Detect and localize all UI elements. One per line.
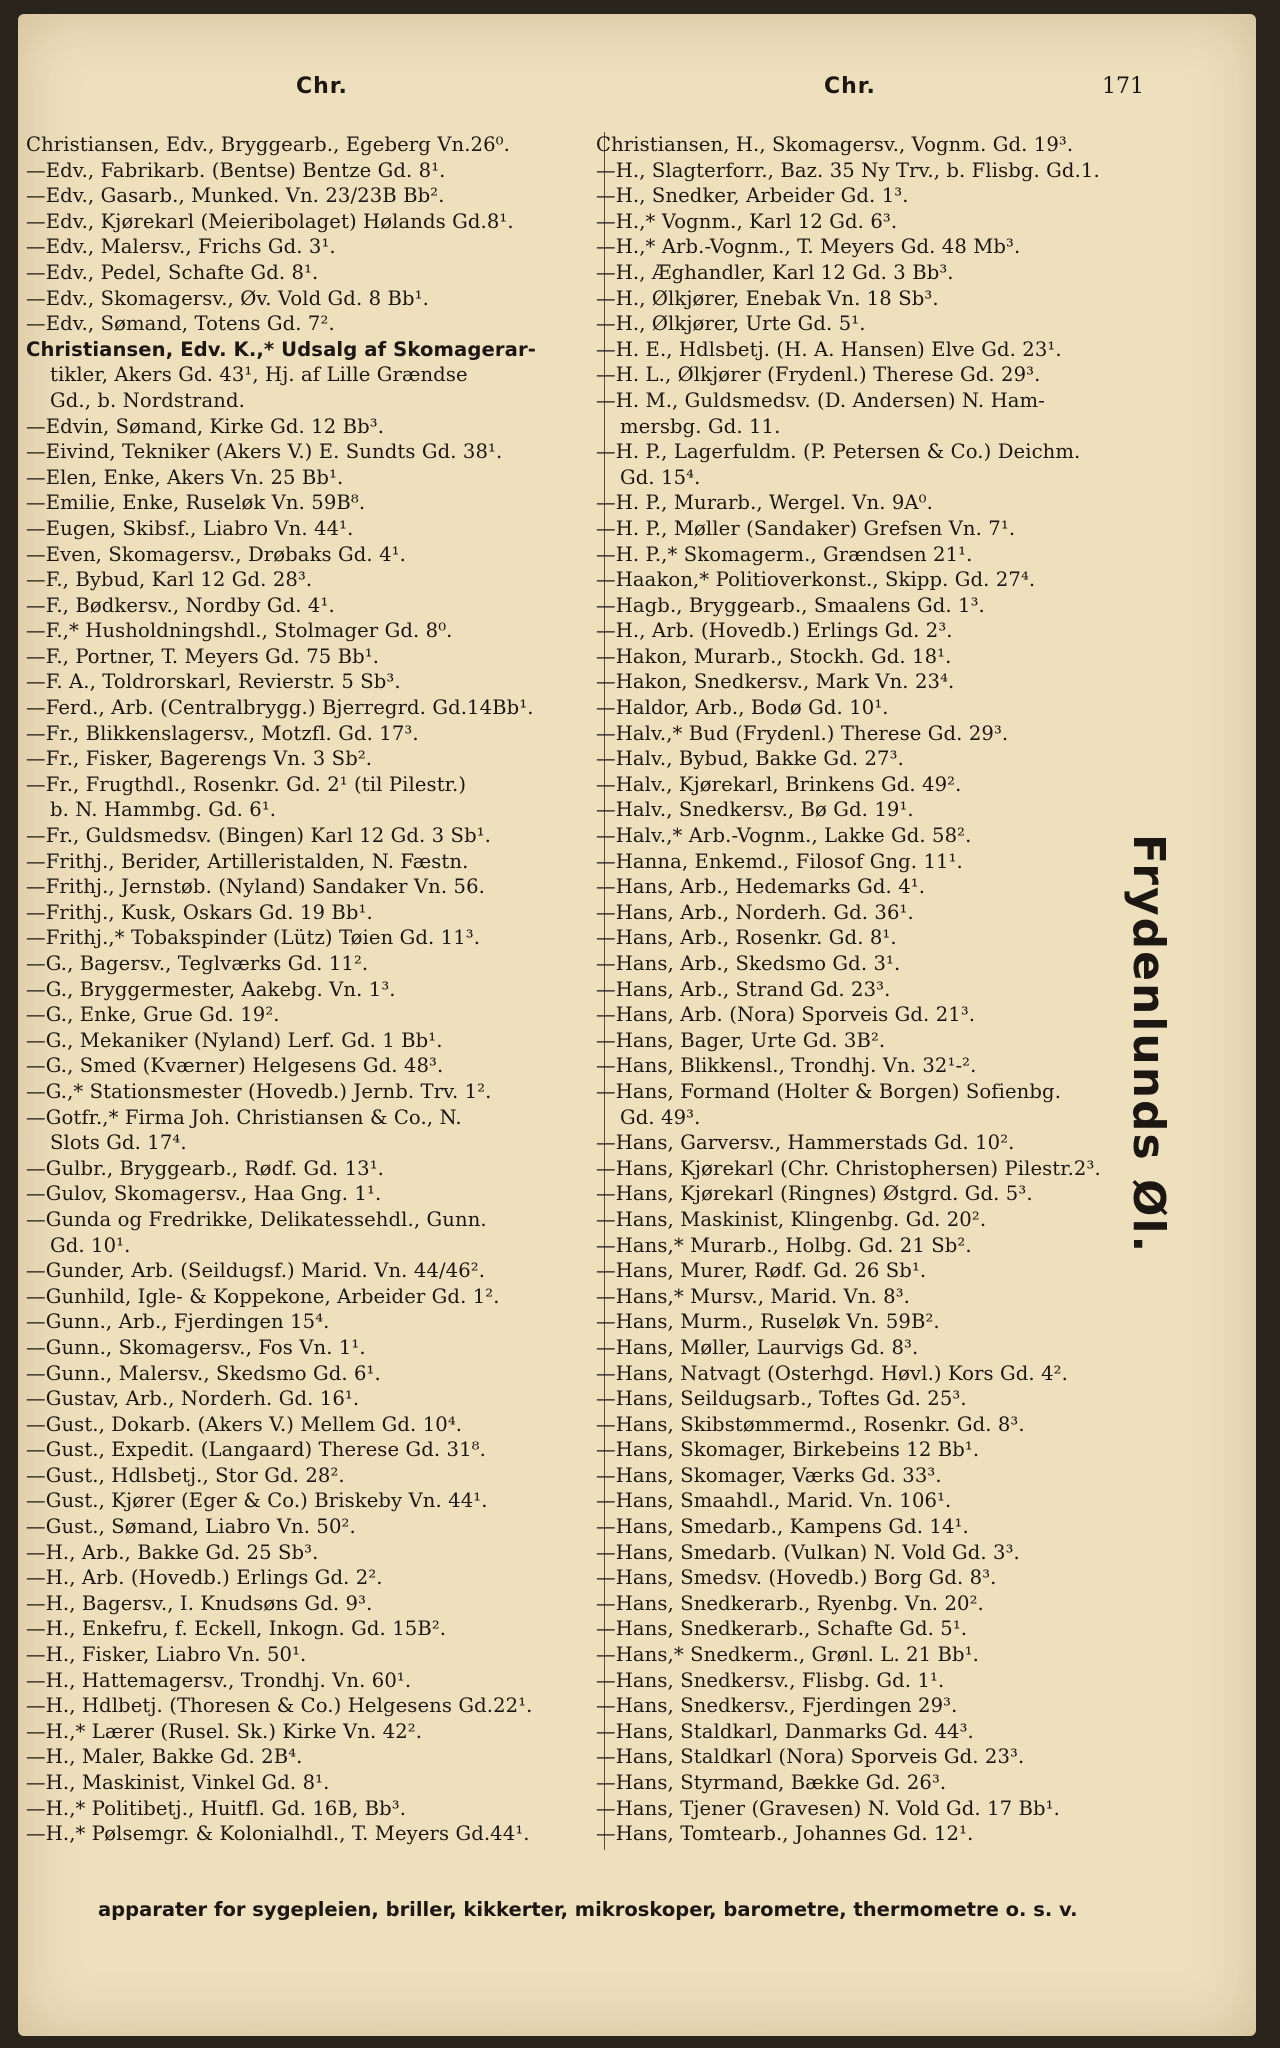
entry-line: —Gunn., Malersv., Skedsmo Gd. 6¹.: [26, 1361, 381, 1385]
directory-entry: [26, 209, 602, 235]
entry-line: —H. P., Møller (Sandaker) Grefsen Vn. 7¹.: [596, 516, 1016, 540]
entry-line: —Edv., Pedel, Schafte Gd. 8¹.: [26, 260, 319, 284]
directory-entry: [590, 644, 1180, 670]
directory-entry: [26, 1591, 602, 1617]
directory-entry: [26, 1437, 602, 1463]
entry-line: —Hans, Formand (Holter & Borgen) Sofienbg.: [596, 1079, 1062, 1103]
side-advert: Frydenlunds Øl.: [1123, 834, 1174, 1255]
entry-line: —Gunda og Fredrikke, Delikatessehdl., Gunn.: [26, 1207, 487, 1231]
entry-line: —Edv., Gasarb., Munked. Vn. 23/23B Bb².: [26, 184, 445, 208]
entry-line: —Hans, Snedkersv., Flisbg. Gd. 1¹.: [596, 1668, 945, 1692]
entry-continuation-line: Slots Gd. 17⁴.: [50, 1131, 187, 1155]
entry-line: —Gulov, Skomagersv., Haa Gng. 1¹.: [26, 1182, 382, 1206]
entry-line: —H., Hdlbetj. (Thoresen & Co.) Helgesens Gd.22¹.: [26, 1694, 533, 1718]
entry-line: —F., Bødkersv., Nordby Gd. 4¹.: [26, 593, 335, 617]
directory-entry: [26, 337, 602, 414]
directory-entry: [590, 1488, 1180, 1514]
directory-entry: [26, 311, 602, 337]
entry-line: —Gulbr., Bryggearb., Rødf. Gd. 13¹.: [26, 1156, 384, 1180]
directory-entry: [590, 311, 1180, 337]
entry-line: —G., Enke, Grue Gd. 19².: [26, 1003, 280, 1027]
entry-line: —Hans, Natvagt (Osterhgd. Høvl.) Kors Gd. 4².: [596, 1361, 1068, 1385]
directory-entry: [26, 158, 602, 184]
entry-line: —Hans, Arb., Rosenkr. Gd. 8¹.: [596, 926, 897, 950]
entry-line: —Gust., Hdlsbetj., Stor Gd. 28².: [26, 1463, 345, 1487]
directory-entry: [26, 1693, 602, 1719]
entry-line: —Hans, Murm., Ruseløk Vn. 59B².: [596, 1310, 940, 1334]
directory-entry: [590, 1130, 1180, 1156]
directory-entry: [26, 1156, 602, 1182]
directory-entry: [26, 1668, 602, 1694]
directory-entry: [590, 260, 1180, 286]
entry-line: —Fr., Frugthdl., Rosenkr. Gd. 2¹ (til Pilestr.): [26, 772, 467, 796]
directory-page: [18, 14, 1256, 2036]
directory-entry: [590, 1412, 1180, 1438]
directory-entry: [26, 1207, 602, 1258]
directory-entry: [590, 1233, 1180, 1259]
entry-line: —Gust., Expedit. (Langaard) Therese Gd. 31⁸.: [26, 1438, 486, 1462]
left-column: [26, 132, 602, 1847]
footer-advert: apparater for sygepleien, briller, kikkerter, mikroskoper, barometre, thermometre o. s. v.: [98, 1898, 1078, 1921]
directory-entry: [26, 1105, 602, 1156]
directory-entry: [590, 183, 1180, 209]
directory-entry: [26, 823, 602, 849]
entry-continuation-line: Gd. 15⁴.: [620, 465, 701, 489]
header-right: Chr.: [824, 74, 876, 99]
entry-line: —Fr., Guldsmedsv. (Bingen) Karl 12 Gd. 3 Sb¹.: [26, 824, 491, 848]
entry-line: —H.,* Vognm., Karl 12 Gd. 6³.: [596, 209, 898, 233]
directory-entry: [590, 900, 1180, 926]
entry-line: —H., Maskinist, Vinkel Gd. 8¹.: [26, 1771, 330, 1794]
entry-line: —H., Snedker, Arbeider Gd. 1³.: [596, 184, 909, 208]
entry-line: —Hans, Snedkerarb., Ryenbg. Vn. 20².: [596, 1591, 984, 1615]
directory-entry: [26, 977, 602, 1003]
directory-entry: [26, 465, 602, 491]
entry-line: —Hanna, Enkemd., Filosof Gng. 11¹.: [596, 849, 963, 873]
directory-entry: [26, 490, 602, 516]
entry-line: —H., Æghandler, Karl 12 Gd. 3 Bb³.: [596, 260, 954, 284]
directory-entry: [590, 209, 1180, 235]
entry-line: —Halv.,* Arb.-Vognm., Lakke Gd. 58².: [596, 824, 972, 848]
entry-line: —Hans, Tomtearb., Johannes Gd. 12¹.: [596, 1822, 974, 1846]
entry-line: —Hans, Kjørekarl (Ringnes) Østgrd. Gd. 5³.: [596, 1182, 1033, 1206]
entry-line: —Gust., Dokarb. (Akers V.) Mellem Gd. 10⁴.: [26, 1412, 463, 1436]
entry-continuation-line: Gd. 10¹.: [50, 1233, 131, 1257]
directory-entry: [26, 874, 602, 900]
entry-line: —Gunn., Skomagersv., Fos Vn. 1¹.: [26, 1335, 366, 1359]
directory-entry: [26, 1565, 602, 1591]
directory-entry: [590, 1616, 1180, 1642]
directory-entry: [26, 132, 602, 158]
entry-line: —Halv., Snedkersv., Bø Gd. 19¹.: [596, 798, 914, 822]
directory-entry: [26, 1770, 602, 1796]
directory-entry: [590, 772, 1180, 798]
entry-line: —Hans, Arb., Skedsmo Gd. 3¹.: [596, 952, 901, 975]
entry-line: —Hans, Skomager, Birkebeins 12 Bb¹.: [596, 1438, 980, 1462]
entry-line: —Hans, Snedkerarb., Schafte Gd. 5¹.: [596, 1617, 968, 1641]
directory-entry: [590, 618, 1180, 644]
directory-entry: [590, 1591, 1180, 1617]
directory-entry: [26, 1361, 602, 1387]
directory-entry: [26, 516, 602, 542]
entry-continuation-line: b. N. Hammbg. Gd. 6¹.: [50, 798, 277, 822]
entry-line: —Hans, Smedsv. (Hovedb.) Borg Gd. 8³.: [596, 1566, 997, 1590]
entry-line: —Hans, Staldkarl (Nora) Sporveis Gd. 23³.: [596, 1745, 1025, 1769]
directory-entry: [590, 1309, 1180, 1335]
directory-entry: [26, 1284, 602, 1310]
entry-line: —Hagb., Bryggearb., Smaalens Gd. 1³.: [596, 593, 985, 617]
directory-entry: [26, 1821, 602, 1847]
entry-line: —H.,* Arb.-Vognm., T. Meyers Gd. 48 Mb³.: [596, 235, 1021, 259]
entry-line: —Hans, Garversv., Hammerstads Gd. 10².: [596, 1131, 1015, 1155]
entry-line: —Eugen, Skibsf., Liabro Vn. 44¹.: [26, 516, 354, 540]
entry-line: —Halv.,* Bud (Frydenl.) Therese Gd. 29³.: [596, 721, 1009, 745]
directory-entry: [590, 1770, 1180, 1796]
entry-line: —Hans,* Mursv., Marid. Vn. 8³.: [596, 1284, 910, 1308]
entry-line: —Frithj., Jernstøb. (Nyland) Sandaker Vn. 56.: [26, 875, 485, 899]
entry-line: —Hans, Arb., Norderh. Gd. 36¹.: [596, 900, 914, 924]
directory-entry: [26, 1412, 602, 1438]
header-left: Chr.: [296, 74, 348, 99]
directory-entry: [26, 1463, 602, 1489]
entry-line: —Frithj.,* Tobakspinder (Lütz) Tøien Gd. 11³.: [26, 926, 481, 950]
directory-entry: [590, 823, 1180, 849]
directory-entry: [26, 772, 602, 823]
directory-entry: [26, 286, 602, 312]
entry-line: —H., Ølkjører, Enebak Vn. 18 Sb³.: [596, 286, 939, 310]
directory-entry: [590, 874, 1180, 900]
entry-line: —Hans, Smedarb. (Vulkan) N. Vold Gd. 3³.: [596, 1540, 1020, 1564]
directory-entry: [26, 439, 602, 465]
page-number: 171: [1102, 74, 1144, 99]
directory-entry: [590, 1053, 1180, 1079]
entry-line: —H., Arb., Bakke Gd. 25 Sb³.: [26, 1540, 319, 1564]
directory-entry: [590, 977, 1180, 1003]
directory-entry: [26, 542, 602, 568]
directory-entry: [590, 1437, 1180, 1463]
directory-entry: [26, 644, 602, 670]
directory-entry: [590, 1668, 1180, 1694]
directory-entry: [590, 490, 1180, 516]
entry-line: —Hakon, Snedkersv., Mark Vn. 23⁴.: [596, 670, 955, 694]
directory-entry: [26, 721, 602, 747]
directory-entry: [590, 925, 1180, 951]
entry-line: —H., Arb. (Hovedb.) Erlings Gd. 2³.: [596, 619, 953, 643]
entry-line: —H., Slagterforr., Baz. 35 Ny Trv., b. Flisbg. Gd.1.: [596, 158, 1100, 182]
entry-line: —Hans,* Murarb., Holbg. Gd. 21 Sb².: [596, 1233, 972, 1257]
directory-entry: [590, 746, 1180, 772]
entry-line: Christiansen, Edv. K.,* Udsalg af Skomagerar-: [26, 337, 536, 361]
directory-entry: [590, 337, 1180, 363]
directory-entry: [26, 593, 602, 619]
directory-entry: [590, 1744, 1180, 1770]
entry-line: —H.,* Pølsemgr. & Kolonialhdl., T. Meyers Gd.44¹.: [26, 1822, 530, 1846]
entry-line: —Even, Skomagersv., Drøbaks Gd. 4¹.: [26, 542, 406, 566]
entry-line: —H. P.,* Skomagerm., Grændsen 21¹.: [596, 542, 973, 566]
entry-line: —Gunn., Arb., Fjerdingen 15⁴.: [26, 1310, 330, 1334]
directory-entry: [590, 1796, 1180, 1822]
directory-entry: [26, 695, 602, 721]
entry-line: —Haldor, Arb., Bodø Gd. 10¹.: [596, 696, 889, 720]
entry-continuation-line: Gd. 49³.: [620, 1105, 701, 1129]
entry-line: —Fr., Fisker, Bagerengs Vn. 3 Sb².: [26, 747, 373, 771]
entry-line: —F., Bybud, Karl 12 Gd. 28³.: [26, 568, 313, 592]
directory-entry: [590, 1079, 1180, 1130]
entry-line: —F., Portner, T. Meyers Gd. 75 Bb¹.: [26, 644, 380, 668]
directory-entry: [26, 1053, 602, 1079]
directory-entry: [590, 695, 1180, 721]
entry-line: —G., Bryggermester, Aakebg. Vn. 1³.: [26, 977, 396, 1001]
entry-line: —Fr., Blikkenslagersv., Motzfl. Gd. 17³.: [26, 721, 419, 745]
directory-entry: [26, 1488, 602, 1514]
directory-entry: [26, 669, 602, 695]
entry-continuation-line: mersbg. Gd. 11.: [620, 414, 781, 438]
directory-entry: [590, 439, 1180, 490]
directory-entry: [590, 132, 1180, 158]
directory-entry: [26, 746, 602, 772]
directory-entry: [590, 1514, 1180, 1540]
entry-line: —Hans, Seildugsarb., Toftes Gd. 25³.: [596, 1387, 967, 1411]
entry-line: —G., Bagersv., Teglværks Gd. 11².: [26, 952, 369, 975]
directory-entry: [590, 286, 1180, 312]
directory-entry: [590, 1284, 1180, 1310]
directory-entry: [26, 1386, 602, 1412]
directory-entry: [26, 234, 602, 260]
entry-line: —H.,* Politibetj., Huitfl. Gd. 16B, Bb³.: [26, 1796, 407, 1820]
entry-line: —Hans, Smaahdl., Marid. Vn. 106¹.: [596, 1489, 952, 1513]
entry-line: —Gunhild, Igle- & Koppekone, Arbeider Gd. 1².: [26, 1284, 500, 1308]
directory-entry: [26, 1309, 602, 1335]
entry-line: —Hans, Arb., Strand Gd. 23³.: [596, 977, 891, 1001]
entry-line: —Elen, Enke, Akers Vn. 25 Bb¹.: [26, 465, 344, 489]
entry-line: —Hans, Bager, Urte Gd. 3B².: [596, 1028, 886, 1052]
entry-line: —Edv., Fabrikarb. (Bentse) Bentze Gd. 8¹.: [26, 158, 446, 182]
directory-entry: [590, 516, 1180, 542]
directory-entry: [590, 1565, 1180, 1591]
entry-line: —Hans, Maskinist, Klingenbg. Gd. 20².: [596, 1207, 987, 1231]
entry-line: —Hans, Skomager, Værks Gd. 33³.: [596, 1463, 942, 1487]
directory-entry: [590, 951, 1180, 977]
entry-line: —Hans, Arb. (Nora) Sporveis Gd. 21³.: [596, 1003, 976, 1027]
entry-line: —H., Bagersv., I. Knudsøns Gd. 9³.: [26, 1591, 373, 1615]
directory-entry: [590, 1719, 1180, 1745]
directory-entry: [26, 1642, 602, 1668]
directory-entry: [26, 925, 602, 951]
entry-line: —Hans, Blikkensl., Trondhj. Vn. 32¹-².: [596, 1054, 977, 1078]
directory-entry: [590, 542, 1180, 568]
entry-line: —Hans, Styrmand, Bække Gd. 26³.: [596, 1771, 947, 1794]
entry-continuation-line: tikler, Akers Gd. 43¹, Hj. af Lille Grændse: [50, 363, 468, 387]
entry-continuation-line: Gd., b. Nordstrand.: [50, 388, 245, 412]
entry-line: —Halv., Kjørekarl, Brinkens Gd. 49².: [596, 772, 962, 796]
directory-entry: [26, 849, 602, 875]
entry-line: —Hans, Møller, Laurvigs Gd. 8³.: [596, 1335, 919, 1359]
directory-entry: [590, 1642, 1180, 1668]
entry-line: —Frithj., Kusk, Oskars Gd. 19 Bb¹.: [26, 900, 373, 924]
entry-line: —Eivind, Tekniker (Akers V.) E. Sundts Gd. 38¹.: [26, 440, 503, 464]
directory-entry: [590, 1156, 1180, 1182]
entry-line: —Edv., Malersv., Frichs Gd. 3¹.: [26, 235, 336, 259]
directory-entry: [590, 849, 1180, 875]
directory-entry: [26, 1719, 602, 1745]
directory-entry: [26, 1796, 602, 1822]
entry-line: —H. P., Murarb., Wergel. Vn. 9A⁰.: [596, 491, 933, 515]
directory-entry: [590, 1181, 1180, 1207]
entry-line: —Hans, Kjørekarl (Chr. Christophersen) Pilestr.2³.: [596, 1156, 1101, 1180]
entry-line: Christiansen, Edv., Bryggearb., Egeberg Vn.26⁰.: [26, 133, 510, 156]
entry-line: —Gust., Sømand, Liabro Vn. 50².: [26, 1515, 356, 1539]
entry-line: —Hakon, Murarb., Stockh. Gd. 18¹.: [596, 644, 952, 668]
directory-entry: [590, 1207, 1180, 1233]
entry-line: —G., Mekaniker (Nyland) Lerf. Gd. 1 Bb¹.: [26, 1028, 443, 1052]
directory-entry: [590, 388, 1180, 439]
directory-entry: [26, 1002, 602, 1028]
entry-line: —Hans, Arb., Hedemarks Gd. 4¹.: [596, 875, 926, 899]
directory-entry: [590, 1002, 1180, 1028]
entry-line: —Gustav, Arb., Norderh. Gd. 16¹.: [26, 1387, 360, 1411]
directory-entry: [590, 1821, 1180, 1847]
directory-entry: [26, 900, 602, 926]
directory-entry: [26, 567, 602, 593]
directory-entry: [26, 1181, 602, 1207]
directory-entry: [590, 1258, 1180, 1284]
directory-entry: [26, 618, 602, 644]
entry-line: —Haakon,* Politioverkonst., Skipp. Gd. 27⁴.: [596, 568, 1036, 592]
directory-entry: [26, 1079, 602, 1105]
directory-entry: [26, 1258, 602, 1284]
directory-entry: [590, 1693, 1180, 1719]
directory-entry: [590, 1335, 1180, 1361]
directory-entry: [590, 158, 1180, 184]
entry-line: —Hans,* Snedkerm., Grønl. L. 21 Bb¹.: [596, 1643, 979, 1667]
directory-entry: [590, 1540, 1180, 1566]
directory-entry: [26, 1616, 602, 1642]
entry-line: —H.,* Lærer (Rusel. Sk.) Kirke Vn. 42².: [26, 1719, 423, 1743]
directory-entry: [590, 721, 1180, 747]
entry-line: —Ferd., Arb. (Centralbrygg.) Bjerregrd. Gd.14Bb¹.: [26, 696, 534, 720]
directory-entry: [26, 1028, 602, 1054]
entry-line: Christiansen, H., Skomagersv., Vognm. Gd. 19³.: [596, 133, 1074, 156]
directory-entry: [590, 669, 1180, 695]
entry-line: —Gunder, Arb. (Seildugsf.) Marid. Vn. 44/46².: [26, 1259, 486, 1283]
entry-line: —Gust., Kjører (Eger & Co.) Briskeby Vn. 44¹.: [26, 1489, 488, 1513]
entry-line: —H., Arb. (Hovedb.) Erlings Gd. 2².: [26, 1566, 383, 1590]
directory-entry: [590, 1028, 1180, 1054]
entry-line: —Gotfr.,* Firma Joh. Christiansen & Co., N.: [26, 1105, 462, 1129]
entry-line: —Frithj., Berider, Artilleristalden, N. Fæstn.: [26, 849, 469, 873]
directory-entry: [590, 1463, 1180, 1489]
entry-line: —H. P., Lagerfuldm. (P. Petersen & Co.) Deichm.: [596, 440, 1081, 464]
entry-line: —Hans, Snedkersv., Fjerdingen 29³.: [596, 1694, 958, 1718]
directory-entry: [590, 234, 1180, 260]
entry-line: —Edv., Sømand, Totens Gd. 7².: [26, 312, 335, 336]
right-column: [590, 132, 1180, 1847]
directory-entry: [26, 260, 602, 286]
entry-line: —H., Hattemagersv., Trondhj. Vn. 60¹.: [26, 1668, 412, 1692]
entry-line: —H. M., Guldsmedsv. (D. Andersen) N. Ham-: [596, 388, 1045, 412]
directory-entry: [590, 797, 1180, 823]
directory-entry: [590, 593, 1180, 619]
directory-entry: [26, 951, 602, 977]
directory-entry: [26, 1335, 602, 1361]
directory-entry: [590, 1386, 1180, 1412]
entry-line: —F. A., Toldrorskarl, Revierstr. 5 Sb³.: [26, 670, 401, 694]
entry-line: —Hans, Skibstømmermd., Rosenkr. Gd. 8³.: [596, 1412, 1025, 1436]
entry-line: —Hans, Smedarb., Kampens Gd. 14¹.: [596, 1515, 969, 1539]
directory-entry: [590, 362, 1180, 388]
entry-line: —G., Smed (Kværner) Helgesens Gd. 48³.: [26, 1054, 444, 1078]
entry-line: —G.,* Stationsmester (Hovedb.) Jernb. Trv. 1².: [26, 1079, 492, 1103]
directory-entry: [590, 1361, 1180, 1387]
entry-line: —H., Enkefru, f. Eckell, Inkogn. Gd. 15B².: [26, 1617, 447, 1641]
entry-line: —Edv., Skomagersv., Øv. Vold Gd. 8 Bb¹.: [26, 286, 429, 310]
entry-line: —H., Ølkjører, Urte Gd. 5¹.: [596, 312, 866, 336]
directory-entry: [26, 1744, 602, 1770]
entry-line: —H., Maler, Bakke Gd. 2B⁴.: [26, 1745, 303, 1769]
entry-line: —Edv., Kjørekarl (Meieribolaget) Hølands Gd.8¹.: [26, 209, 514, 233]
entry-line: —Emilie, Enke, Ruseløk Vn. 59B⁸.: [26, 491, 366, 515]
directory-entry: [590, 567, 1180, 593]
entry-line: —F.,* Husholdningshdl., Stolmager Gd. 8⁰.: [26, 619, 453, 643]
entry-line: —H., Fisker, Liabro Vn. 50¹.: [26, 1643, 307, 1667]
entry-line: —Hans, Murer, Rødf. Gd. 26 Sb¹.: [596, 1259, 927, 1283]
directory-entry: [26, 183, 602, 209]
entry-line: —H. E., Hdlsbetj. (H. A. Hansen) Elve Gd. 23¹.: [596, 337, 1062, 361]
entry-line: —H. L., Ølkjører (Frydenl.) Therese Gd. 29³.: [596, 363, 1041, 387]
directory-entry: [26, 414, 602, 440]
entry-line: —Edvin, Sømand, Kirke Gd. 12 Bb³.: [26, 414, 385, 438]
directory-entry: [26, 1514, 602, 1540]
directory-entry: [26, 1540, 602, 1566]
entry-line: —Hans, Tjener (Gravesen) N. Vold Gd. 17 Bb¹.: [596, 1796, 1060, 1820]
entry-line: —Halv., Bybud, Bakke Gd. 27³.: [596, 747, 904, 771]
entry-line: —Hans, Staldkarl, Danmarks Gd. 44³.: [596, 1719, 974, 1743]
